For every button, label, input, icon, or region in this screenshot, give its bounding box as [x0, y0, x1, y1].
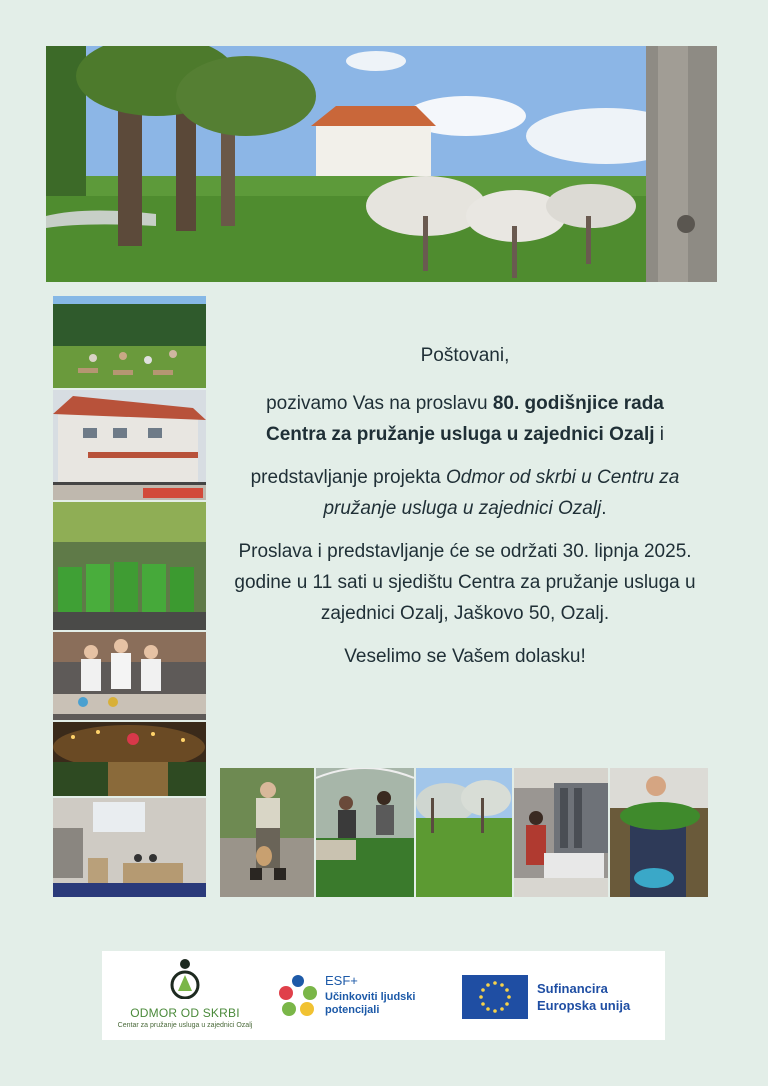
esf-program — [325, 991, 415, 1017]
p1-prefix: pozivamo Vas na proslavu — [266, 393, 493, 414]
eu-label — [537, 980, 630, 1014]
eu-cofunding-logo — [462, 975, 662, 1021]
photo-garden-gathering — [53, 296, 206, 388]
logo-bar — [102, 951, 665, 1040]
photo-volunteers-stand — [53, 632, 206, 720]
eu-line-2: Europska unija — [537, 998, 631, 1013]
esf-title: ESF+ — [325, 973, 358, 988]
invitation-text — [220, 340, 710, 672]
photo-column — [53, 296, 206, 897]
photo-evening-lights — [53, 722, 206, 796]
invitation-paragraph-1 — [220, 388, 710, 450]
closing-line: Veselimo se Vašem dolasku! — [344, 646, 586, 667]
photo-center-building — [53, 390, 206, 500]
photo-strip — [220, 768, 708, 897]
p2-suffix: . — [601, 498, 607, 519]
p2-project-name: Odmor od skrbi u Centru za pružanje usluga u zajednici Ozalj — [323, 467, 680, 519]
photo-orchard-path — [416, 768, 512, 897]
photo-man-with-dog — [220, 768, 314, 897]
hero-photo-orchard — [46, 46, 717, 282]
photo-presentation-hall — [53, 798, 206, 897]
photo-man-with-greens — [610, 768, 708, 897]
invitation-paragraph-2 — [220, 462, 710, 524]
greeting: Poštovani, — [420, 345, 510, 366]
p1-anniversary: 80. godišnjice rada — [492, 393, 664, 414]
esf-flower-icon — [277, 973, 319, 1019]
odmor-subtitle: Centar za pružanje usluga u zajednici Ozalj — [117, 1022, 253, 1029]
odmor-logo-icon — [170, 957, 200, 999]
esf-line-2: potencijali — [325, 1004, 380, 1016]
odmor-od-skrbi-logo — [110, 957, 260, 1037]
eu-line-1: Sufinancira — [537, 981, 608, 996]
odmor-title: ODMOR OD SKRBI — [130, 1006, 240, 1020]
p1-center-name: Centra za pružanje usluga u zajednici Ozalj — [265, 424, 655, 445]
photo-vegetable-beds — [53, 502, 206, 630]
invitation-paragraph-3: Proslava i predstavljanje će se održati 30. lipnja 2025. godine u 11 sati u sjedištu Centra za pružanje usluga u zajednici Ozalj, Jaškovo 50, Ozalj. — [234, 541, 696, 624]
p2-prefix: predstavljanje projekta — [250, 467, 446, 488]
p1-suffix: i — [654, 424, 665, 445]
eu-flag-icon — [462, 975, 528, 1019]
photo-warehouse — [514, 768, 608, 897]
esf-line-1: Učinkoviti ljudski — [325, 991, 416, 1003]
esf-plus-logo — [277, 973, 437, 1023]
photo-greenhouse-work — [316, 768, 414, 897]
